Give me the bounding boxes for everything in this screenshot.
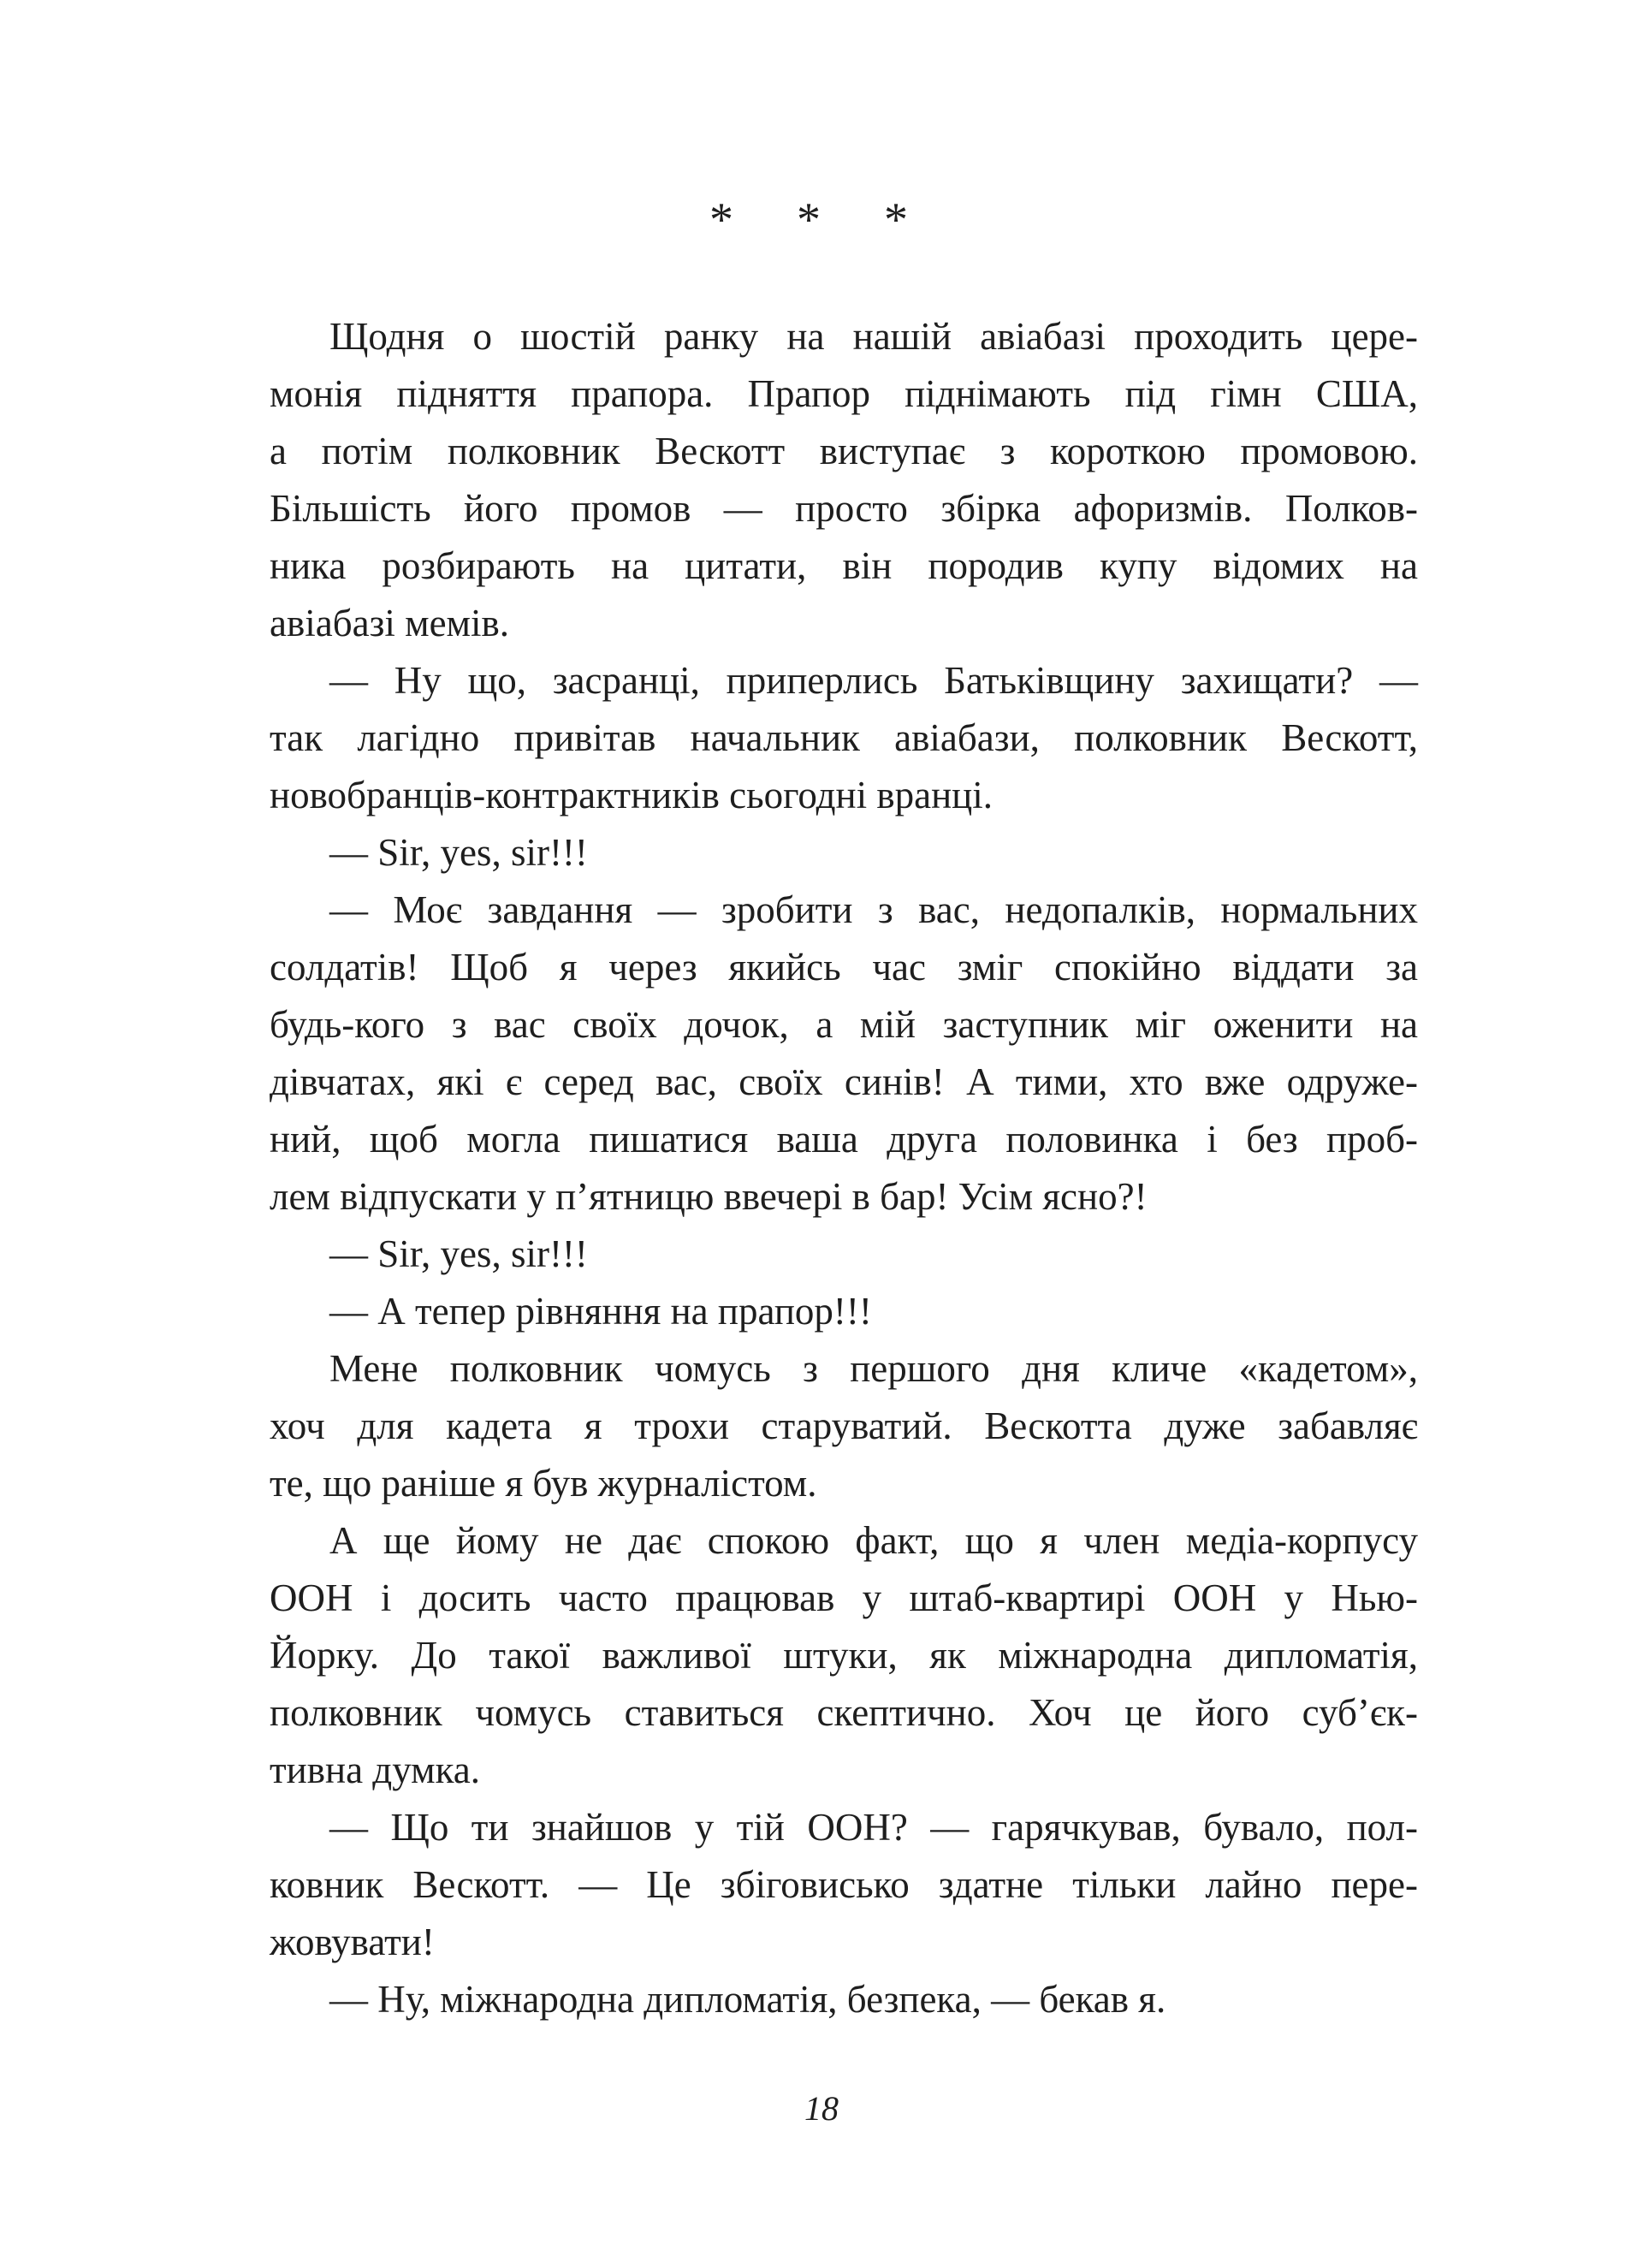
- text-line: — Ну що, засранці, приперлись Батьківщину захищати? —: [329, 659, 1418, 702]
- text-line: — Що ти знайшов у тій ООН? — гарячкував, бувало, пол-: [329, 1806, 1418, 1849]
- text-line: монія підняття прапора. Прапор піднімають під гімн США,: [270, 372, 1418, 415]
- text-line: Щодня о шостій ранку на нашій авіабазі проходить цере-: [329, 315, 1418, 358]
- text-line: — Ну, міжнародна дипломатія, безпека, — бекав я.: [329, 1978, 1166, 2021]
- text-line: ковник Вескотт. — Це збіговисько здатне тільки лайно пере-: [270, 1863, 1418, 1906]
- page-number: 18: [804, 2089, 839, 2128]
- text-line: — Sir, yes, sir!!!: [329, 831, 588, 874]
- text-line: — А тепер рівняння на прапор!!!: [329, 1290, 872, 1333]
- text-line: жовувати!: [270, 1921, 435, 1963]
- text-line: — Моє завдання — зробити з вас, недопалків, нормальних: [329, 888, 1418, 931]
- text-line: хоч для кадета я трохи старуватий. Вескотта дуже забавляє: [270, 1404, 1418, 1447]
- text-line: авіабазі мемів.: [270, 602, 510, 644]
- text-line: ника розбирають на цитати, він породив купу відомих на: [270, 544, 1418, 587]
- text-line: А ще йому не дає спокою факт, що я член медіа-корпусу: [329, 1519, 1418, 1562]
- text-line: Більшість його промов — просто збірка афоризмів. Полков-: [270, 487, 1418, 530]
- text-line: ний, щоб могла пишатися ваша друга половинка і без проб-: [270, 1118, 1418, 1161]
- text-line: солдатів! Щоб я через якийсь час зміг спокійно віддати за: [270, 946, 1418, 989]
- text-line: дівчатах, які є серед вас, своїх синів! А тими, хто вже одруже-: [270, 1060, 1418, 1103]
- text-line: новобранців-контрактників сьогодні вранці.: [270, 774, 994, 816]
- section-break: * * *: [709, 193, 934, 246]
- text-line: так лагідно привітав начальник авіабази, полковник Вескотт,: [270, 716, 1418, 759]
- text-line: Йорку. До такої важливої штуки, як міжнародна дипломатія,: [270, 1634, 1418, 1677]
- text-line: полковник чомусь ставиться скептично. Хоч це його суб’єк-: [270, 1691, 1418, 1734]
- text-line: Мене полковник чомусь з першого дня кличе «кадетом»,: [329, 1347, 1418, 1390]
- text-line: — Sir, yes, sir!!!: [329, 1232, 588, 1275]
- text-line: лем відпускати у п’ятницю ввечері в бар! Усім ясно?!: [270, 1175, 1148, 1218]
- text-line: те, що раніше я був журналістом.: [270, 1462, 817, 1505]
- text-line: а потім полковник Вескотт виступає з короткою промовою.: [270, 430, 1418, 472]
- text-line: ООН і досить часто працював у штаб-квартирі ООН у Нью-: [270, 1576, 1418, 1619]
- text-line: тивна думка.: [270, 1748, 480, 1791]
- body-text: [270, 308, 1418, 2028]
- text-line: будь-кого з вас своїх дочок, а мій заступник міг оженити на: [270, 1003, 1418, 1046]
